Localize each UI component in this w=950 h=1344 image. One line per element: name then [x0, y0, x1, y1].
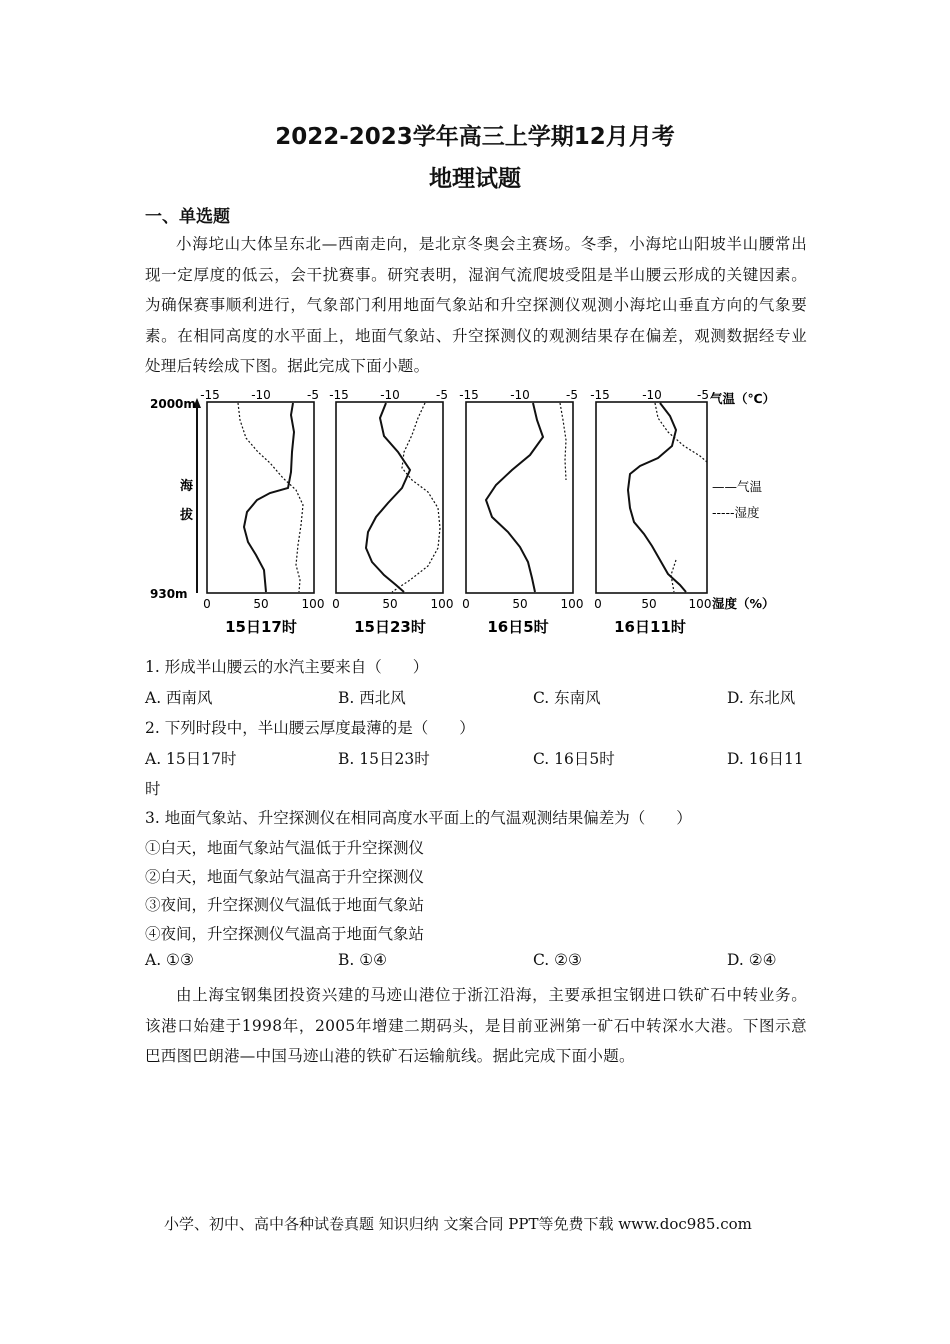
panel-3-temp-tick-3: -5 [566, 388, 578, 402]
y-axis-char-1: 海 [180, 479, 194, 494]
panel-1-hum-tick-3: 100 [301, 597, 325, 611]
panel-4-temp-tick-2: -10 [642, 388, 662, 402]
q3-item-2: ②白天，地面气象站气温高于升空探测仪 [145, 868, 425, 886]
panel-1-hum-tick-1: 0 [203, 597, 211, 611]
q3-option-d: D. ②④ [727, 951, 777, 969]
panel-4-hum-tick-2: 50 [641, 597, 657, 611]
panel-3-frame [466, 402, 573, 593]
panel-2-temp-tick-3: -5 [436, 388, 448, 402]
q3-item-1: ①白天，地面气象站气温低于升空探测仪 [145, 839, 425, 857]
panel-3-temp-curve [486, 403, 543, 592]
panel-3-temp-tick-2: -10 [510, 388, 530, 402]
panel-2-temp-tick-2: -10 [380, 388, 400, 402]
panel-4-frame [596, 402, 707, 593]
q1-option-a: A. 西南风 [145, 689, 213, 707]
panel-4-hum-curve-lower [671, 560, 676, 592]
panel-4-hum-tick-1: 0 [594, 597, 602, 611]
passage-2-text: 由上海宝钢集团投资兴建的马迹山港位于浙江沿海，主要承担宝钢进口铁矿石中转业务。该港口始建于1998年，2005年增建二期码头，是目前亚洲第一矿石中转深水大港。下图示意巴西图巴朗港—中国马迹山港的铁矿石运输航线。据此完成下面小题。 [145, 986, 807, 1065]
panel-4-temp-curve [628, 403, 686, 592]
q3-item-4: ④夜间，升空探测仪气温高于地面气象站 [145, 925, 425, 943]
panel-2-temp-curve [366, 403, 410, 592]
q2-option-c: C. 16日5时 [533, 750, 615, 768]
panel-4-temp-tick-3: -5 [697, 388, 709, 402]
q3-stem: 3. 地面气象站、升空探测仪在相同高度水平面上的气温观测结果偏差为（ ） [145, 809, 692, 827]
panel-2-hum-tick-1: 0 [332, 597, 340, 611]
q3-option-c: C. ②③ [533, 951, 582, 969]
panel-4-hum-tick-3: 100 [688, 597, 712, 611]
panel-1-caption: 15日17时 [225, 618, 297, 636]
q3-item-3: ③夜间，升空探测仪气温低于地面气象站 [145, 896, 425, 914]
atmospheric-profile-figure [148, 383, 808, 641]
y-top-label: 2000m [150, 397, 196, 411]
panel-3-hum-curve [560, 403, 566, 480]
panel-1-hum-tick-2: 50 [253, 597, 269, 611]
passage-1 [145, 229, 807, 382]
q3-option-a: A. ①③ [145, 951, 194, 969]
q2-option-a: A. 15日17时 [145, 750, 237, 768]
y-bottom-label: 930m [150, 587, 188, 601]
q1-option-b: B. 西北风 [338, 689, 406, 707]
y-axis-char-2: 拔 [180, 508, 194, 523]
section-heading: 一、单选题 [145, 207, 230, 227]
legend-temp: ——气温 [712, 479, 763, 494]
panel-2 [329, 388, 453, 611]
panel-3-hum-tick-2: 50 [512, 597, 528, 611]
panel-1-temp-tick-2: -10 [251, 388, 271, 402]
q1-stem: 1. 形成半山腰云的水汽主要来自（ ） [145, 658, 429, 676]
q3-option-b: B. ①④ [338, 951, 388, 969]
q2-option-d: D. 16日11 [727, 750, 804, 768]
panel-2-temp-tick-1: -15 [329, 388, 349, 402]
passage-2 [145, 980, 807, 1072]
panel-1-temp-tick-1: -15 [200, 388, 220, 402]
q2-option-b: B. 15日23时 [338, 750, 430, 768]
temp-axis-label: 气温（℃） [710, 391, 776, 406]
passage-1-text: 小海坨山大体呈东北—西南走向，是北京冬奥会主赛场。冬季，小海坨山阳坡半山腰常出现一定厚度的低云，会干扰赛事。研究表明，湿润气流爬坡受阻是半山腰云形成的关键因素。为确保赛事顺利进行，气象部门利用地面气象站和升空探测仪观测小海坨山垂直方向的气象要素。在相同高度的水平面上，地面气象站、升空探测仪的观测结果存在偏差，观测数据经专业处理后转绘成下图。据此完成下面小题。 [145, 235, 807, 375]
panel-2-caption: 15日23时 [354, 618, 426, 636]
footer-banner: 小学、初中、高中各种试卷真题 知识归纳 文案合同 PPT等免费下载 www.doc985.com [164, 1215, 752, 1233]
panel-4-temp-tick-1: -15 [590, 388, 610, 402]
title-line-2: 地理试题 [429, 166, 521, 192]
panel-1-temp-curve [244, 403, 294, 592]
panel-2-hum-tick-2: 50 [382, 597, 398, 611]
panel-3-temp-tick-1: -15 [459, 388, 479, 402]
panel-2-frame [336, 402, 443, 593]
panel-1-temp-tick-3: -5 [307, 388, 319, 402]
q2-option-d-wrap: 时 [145, 780, 161, 798]
panel-4 [590, 388, 711, 611]
panel-2-hum-curve [392, 403, 440, 592]
panel-2-hum-tick-3: 100 [430, 597, 454, 611]
panel-3 [459, 388, 583, 611]
q2-stem: 2. 下列时段中，半山腰云厚度最薄的是（ ） [145, 719, 475, 737]
legend-hum: -----湿度 [712, 505, 760, 520]
panel-3-caption: 16日5时 [487, 618, 549, 636]
title-line-1: 2022-2023学年高三上学期12月月考 [275, 124, 675, 150]
panel-3-hum-tick-1: 0 [462, 597, 470, 611]
panel-3-hum-tick-3: 100 [560, 597, 584, 611]
hum-axis-label: 湿度（%） [712, 596, 775, 611]
panel-1 [200, 388, 324, 611]
panel-4-caption: 16日11时 [614, 618, 686, 636]
q1-option-c: C. 东南风 [533, 689, 601, 707]
q1-option-d: D. 东北风 [727, 689, 796, 707]
